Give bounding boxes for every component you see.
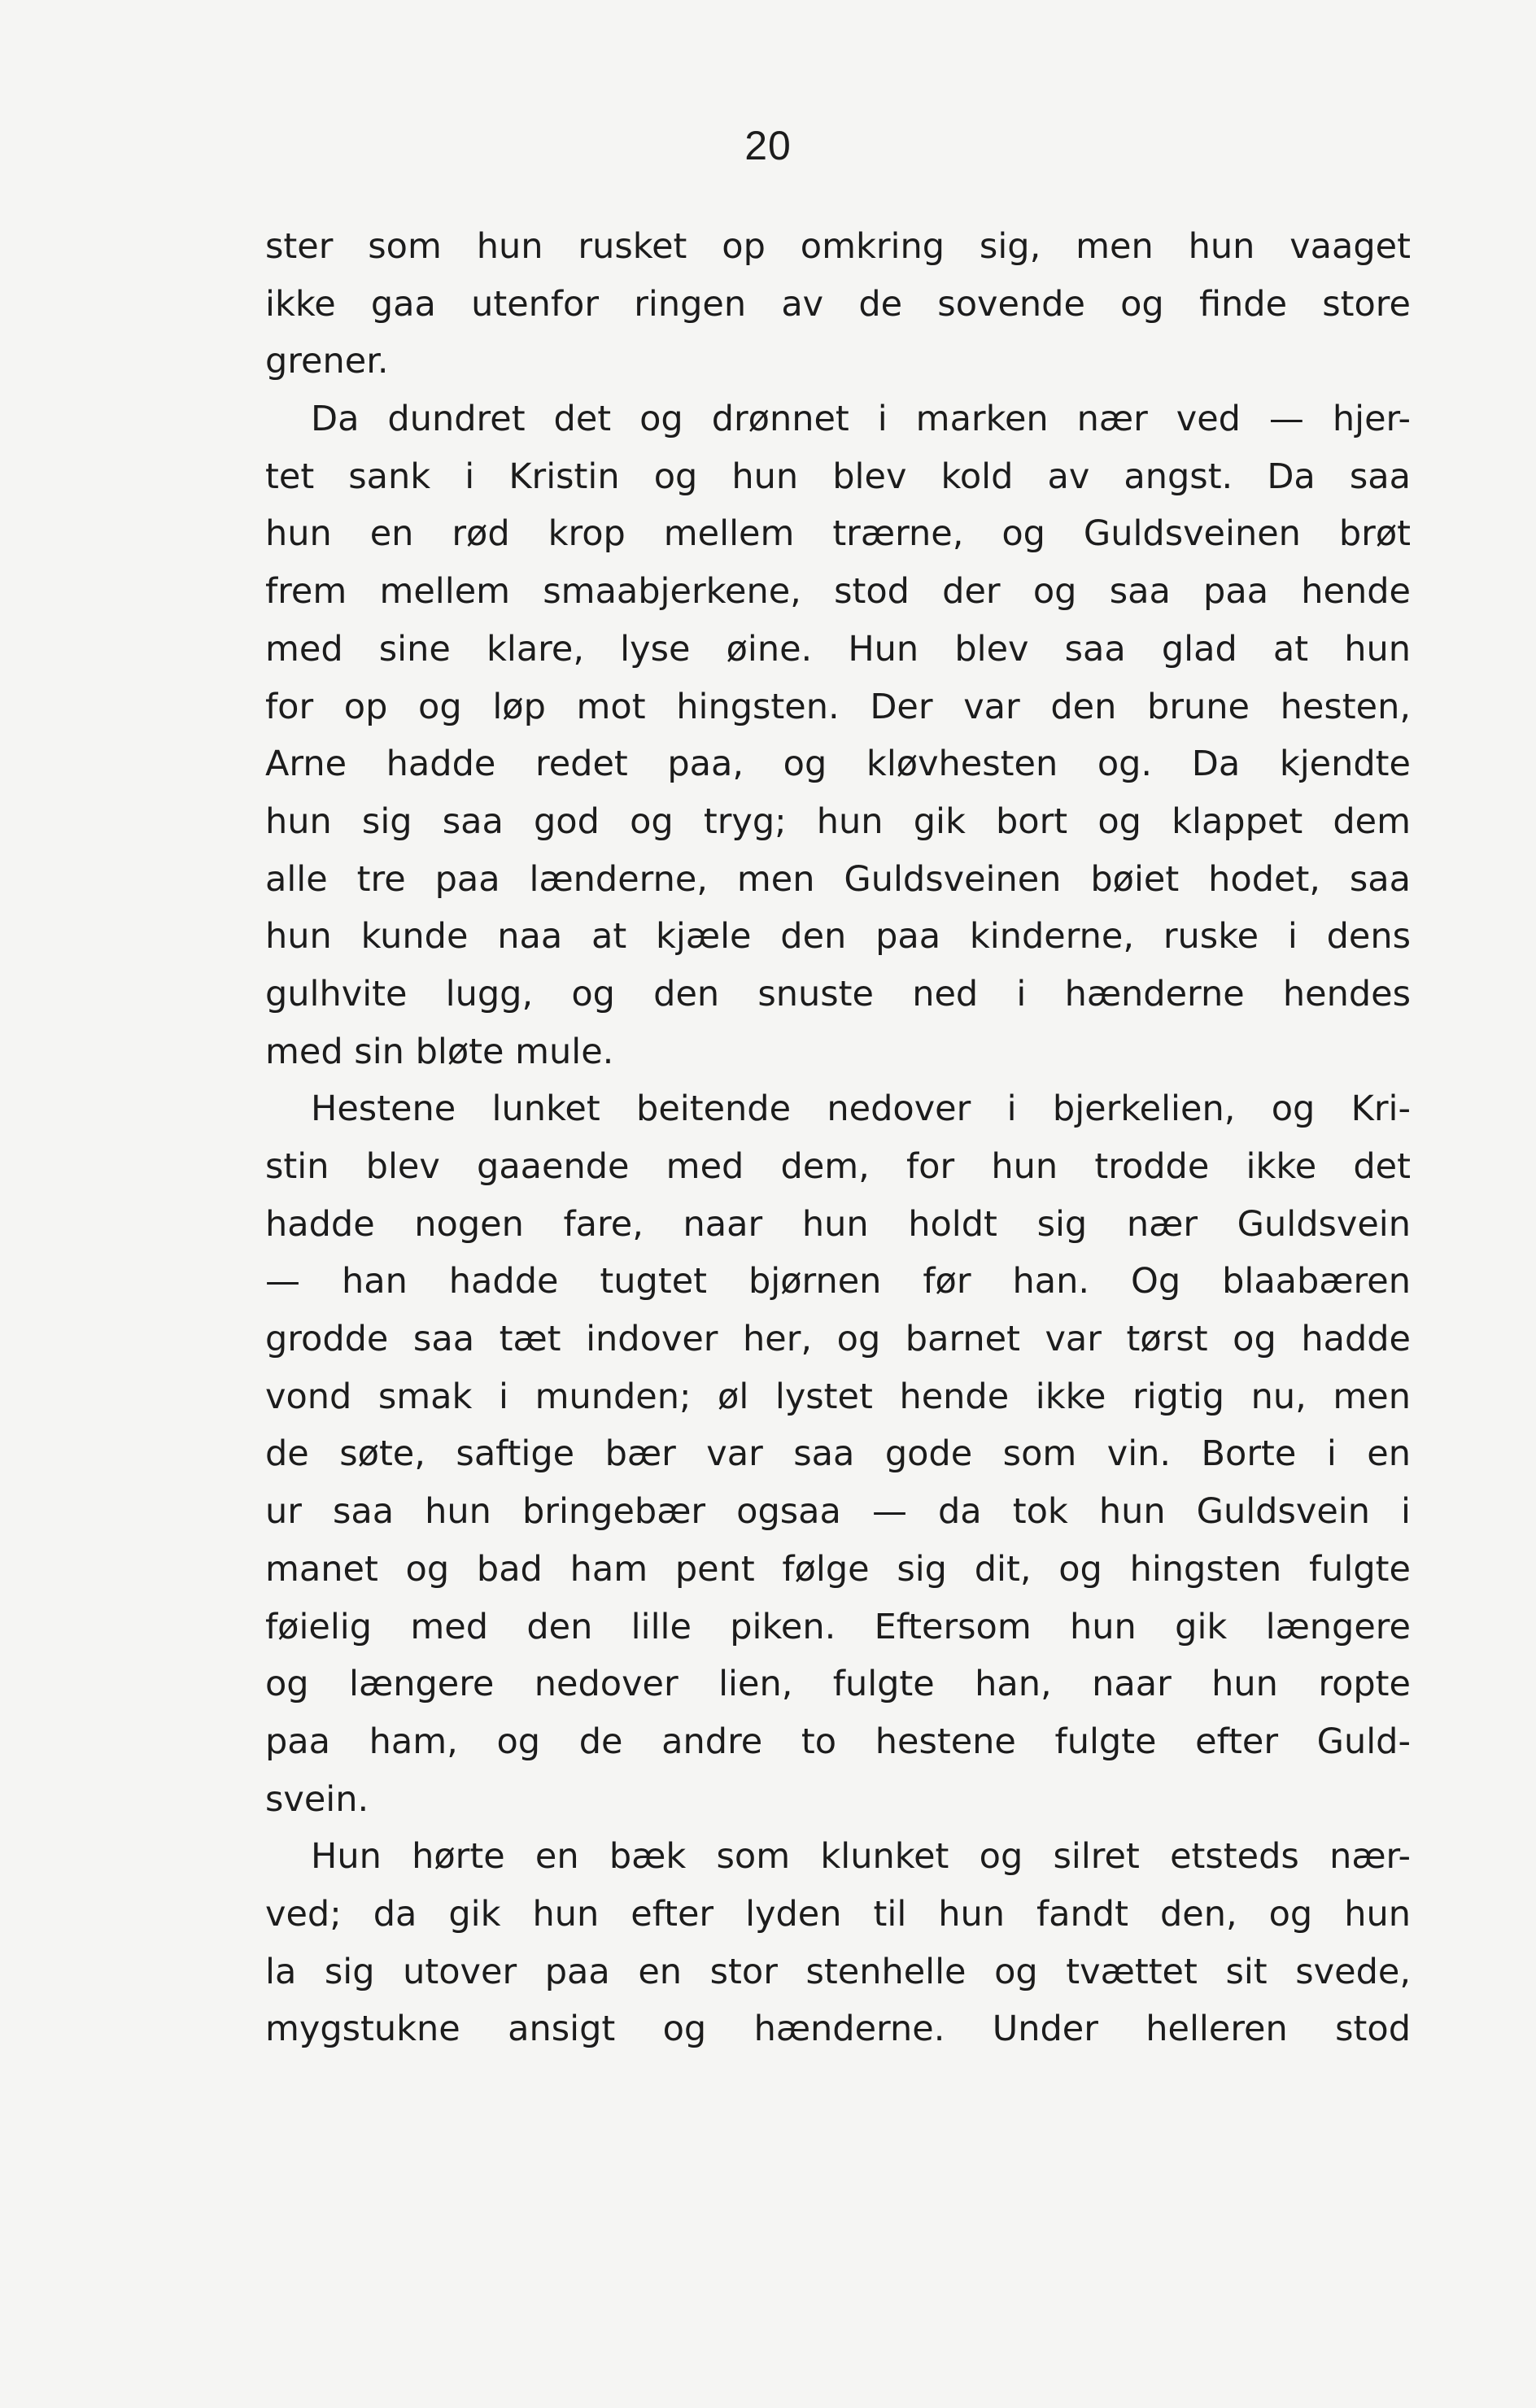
text-line: ster som hun rusket op omkring sig, men hun vaaget: [265, 226, 1411, 267]
text-line: svein.: [265, 1778, 369, 1820]
paragraph-1: [265, 218, 1411, 390]
text-line: hun en rød krop mellem trærne, og Guldsveinen brøt: [265, 513, 1411, 555]
text-line: Hestene lunket beitende nedover i bjerkelien, og Kri-: [311, 1088, 1411, 1130]
text-line: ur saa hun bringebær ogsaa — da tok hun Guldsvein i: [265, 1491, 1411, 1533]
text-line: — han hadde tugtet bjørnen før han. Og blaabæren: [265, 1261, 1411, 1302]
page-number: 20: [744, 123, 792, 168]
text-line: mygstukne ansigt og hænderne. Under helleren stod: [265, 2009, 1411, 2050]
text-line: vond smak i munden; øl lystet hende ikke rigtig nu, men: [265, 1376, 1411, 1417]
text-line: frem mellem smaabjerkene, stod der og saa paa hende: [265, 571, 1411, 613]
text-line: de søte, saftige bær var saa gode som vin. Borte i en: [265, 1433, 1411, 1475]
body-text: [265, 218, 1411, 2058]
text-line: tet sank i Kristin og hun blev kold av angst. Da saa: [265, 456, 1411, 497]
text-line: og længere nedover lien, fulgte han, naar hun ropte: [265, 1664, 1411, 1705]
text-line: Arne hadde redet paa, og kløvhesten og. Da kjendte: [265, 744, 1411, 785]
paragraph-2: [265, 390, 1411, 1080]
text-line: paa ham, og de andre to hestene fulgte efter Guld-: [265, 1721, 1411, 1762]
text-line: Da dundret det og drønnet i marken nær ved — hjer-: [311, 399, 1411, 440]
text-line: hadde nogen fare, naar hun holdt sig nær Guldsvein: [265, 1203, 1411, 1245]
text-line: føielig med den lille piken. Eftersom hun gik længere: [265, 1606, 1411, 1647]
text-line: Hun hørte en bæk som klunket og silret etsteds nær-: [311, 1836, 1411, 1878]
text-line: med sin bløte mule.: [265, 1031, 614, 1072]
text-line: hun sig saa god og tryg; hun gik bort og klappet dem: [265, 800, 1411, 842]
text-line: gulhvite lugg, og den snuste ned i hænderne hendes: [265, 973, 1411, 1014]
text-line: la sig utover paa en stor stenhelle og tvættet sit svede,: [265, 1951, 1411, 1992]
text-line: ved; da gik hun efter lyden til hun fandt den, og hun: [265, 1893, 1411, 1935]
text-line: for op og løp mot hingsten. Der var den brune hesten,: [265, 686, 1411, 727]
text-line: manet og bad ham pent følge sig dit, og hingsten fulgte: [265, 1548, 1411, 1590]
paragraph-3: [265, 1080, 1411, 1828]
text-line: stin blev gaaende med dem, for hun trodde ikke det: [265, 1146, 1411, 1187]
text-line: med sine klare, lyse øine. Hun blev saa glad at hun: [265, 628, 1411, 670]
text-line: ikke gaa utenfor ringen av de sovende og finde store: [265, 283, 1411, 325]
text-line: grodde saa tæt indover her, og barnet var tørst og hadde: [265, 1319, 1411, 1360]
text-line: grener.: [265, 341, 389, 382]
paragraph-4: [265, 1828, 1411, 2058]
text-line: alle tre paa lænderne, men Guldsveinen bøiet hodet, saa: [265, 858, 1411, 900]
text-line: hun kunde naa at kjæle den paa kinderne, ruske i dens: [265, 916, 1411, 958]
